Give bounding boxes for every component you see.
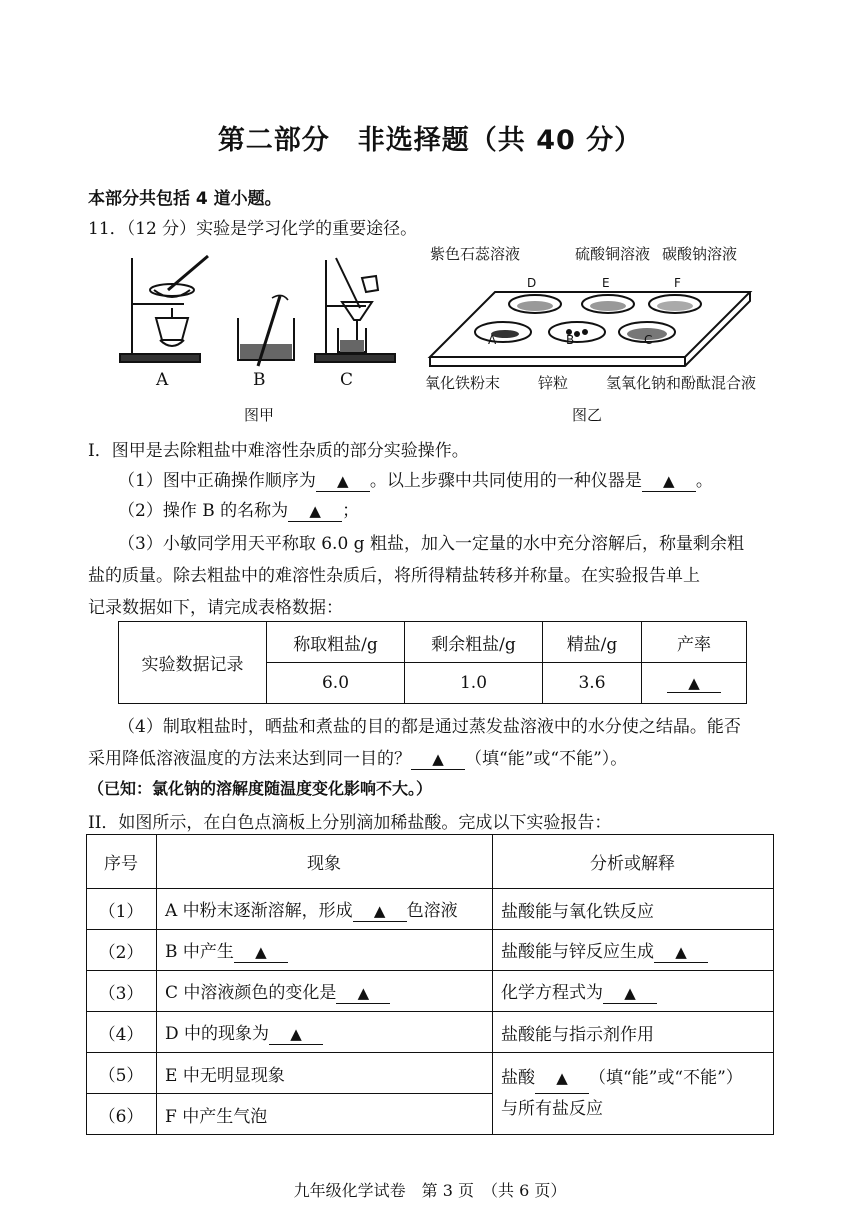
table-row: （6） F 中产生气泡 — [87, 1094, 774, 1135]
header-crude-salt: 称取粗盐/g — [267, 622, 405, 663]
page-footer: 九年级化学试卷 第 3 页 （共 6 页） — [293, 1181, 567, 1200]
label-sodium-carbonate: 碳酸钠溶液 — [662, 245, 738, 263]
table-row: （3） C 中溶液颜色的变化是 ▲ 化学方程式为 ▲ — [87, 971, 774, 1012]
figure-jia-label-a: A — [156, 370, 169, 390]
label-zinc: 锌粒 — [538, 374, 569, 392]
experiment-report-table — [86, 834, 774, 1135]
answer-blank-q1a[interactable]: ▲ — [316, 471, 370, 492]
answer-blank-q2[interactable]: ▲ — [288, 501, 342, 522]
label-copper-sulfate: 硫酸铜溶液 — [575, 245, 651, 263]
figure-jia — [110, 248, 420, 428]
value-crude-salt: 6.0 — [267, 663, 405, 704]
answer-blank-row4[interactable]: ▲ — [269, 1024, 323, 1045]
evaporation-apparatus-a — [120, 256, 208, 362]
label-naoh-phenolphthalein: 氢氧化钠和酚酞混合液 — [606, 374, 757, 392]
part1-q1: （1）图中正确操作顺序为 ▲ 。以上步骤中共同使用的一种仪器是 ▲ 。 — [118, 471, 713, 491]
part1-q2: （2）操作 B 的名称为 ▲ ； — [118, 501, 360, 521]
part1-q3-line3: 记录数据如下，请完成表格数据： — [88, 598, 343, 618]
header-yield: 产率 — [642, 622, 747, 663]
answer-blank-row56[interactable]: ▲ — [535, 1063, 589, 1094]
answer-blank-row2-anal[interactable]: ▲ — [654, 942, 708, 963]
section-title: 第二部分 非选择题（共 40 分） — [217, 125, 643, 156]
answer-blank-row2-phen[interactable]: ▲ — [234, 942, 288, 963]
answer-blank-row3-phen[interactable]: ▲ — [336, 983, 390, 1004]
well-letter-f: F — [674, 276, 681, 290]
answer-blank-row3-anal[interactable]: ▲ — [603, 983, 657, 1004]
answer-blank-row1[interactable]: ▲ — [353, 901, 407, 922]
table-row: （1） A 中粉末逐渐溶解，形成 ▲ 色溶液 盐酸能与氧化铁反应 — [87, 889, 774, 930]
part1-q3-line1: （3）小敏同学用天平称取 6.0 g 粗盐，加入一定量的水中充分溶解后，称量剩余粗 — [118, 534, 744, 554]
filtration-apparatus-c — [315, 258, 395, 362]
figure-jia-label-c: C — [340, 370, 354, 390]
figure-jia-caption: 图甲 — [244, 406, 275, 424]
table-row: （4） D 中的现象为 ▲ 盐酸能与指示剂作用 — [87, 1012, 774, 1053]
value-remaining-salt: 1.0 — [405, 663, 543, 704]
table-row: （5） E 中无明显现象 盐酸 ▲ （填“能”或“不能”） 与所有盐反应 — [87, 1053, 774, 1094]
header-no: 序号 — [87, 835, 157, 889]
well-letter-a: A — [488, 333, 497, 347]
section-intro: 本部分共包括 4 道小题。 — [88, 189, 282, 209]
question-11-stem: 11．（12 分）实验是学习化学的重要途径。 — [88, 219, 418, 239]
well-letter-e: E — [602, 276, 610, 290]
answer-blank-q1b[interactable]: ▲ — [642, 471, 696, 492]
well-letter-c: C — [644, 333, 653, 347]
part1-note: （已知：氯化钠的溶解度随温度变化影响不大。） — [88, 779, 433, 798]
data-record-table — [118, 621, 747, 704]
table-row: （2） B 中产生 ▲ 盐酸能与锌反应生成 ▲ — [87, 930, 774, 971]
figure-yi-caption: 图乙 — [572, 406, 603, 424]
figure-yi-spot-plate — [425, 262, 755, 372]
answer-blank-q4[interactable]: ▲ — [411, 749, 465, 770]
part1-q3-line2: 盐的质量。除去粗盐中的难溶性杂质后，将所得精盐转移并称量。在实验报告单上 — [88, 566, 700, 586]
part1-q4-line1: （4）制取粗盐时，晒盐和煮盐的目的都是通过蒸发盐溶液中的水分使之结晶。能否 — [118, 717, 741, 737]
value-yield-blank[interactable]: ▲ — [642, 663, 747, 704]
label-litmus: 紫色石蕊溶液 — [430, 245, 521, 263]
beaker-b — [238, 295, 294, 366]
value-refined-salt: 3.6 — [543, 663, 642, 704]
header-phenomenon: 现象 — [157, 835, 493, 889]
merged-analysis-cell: 盐酸 ▲ （填“能”或“不能”） 与所有盐反应 — [493, 1053, 774, 1135]
well-letter-d: D — [527, 276, 537, 290]
row-label: 实验数据记录 — [119, 622, 267, 704]
well-letter-b: B — [566, 333, 575, 347]
figure-jia-label-b: B — [253, 370, 266, 390]
header-refined-salt: 精盐/g — [543, 622, 642, 663]
label-iron-oxide: 氧化铁粉末 — [425, 374, 501, 392]
part2-heading: II．如图所示，在白色点滴板上分别滴加稀盐酸。完成以下实验报告： — [88, 813, 612, 833]
header-analysis: 分析或解释 — [493, 835, 774, 889]
part1-q4-line2: 采用降低溶液温度的方法来达到同一目的？ ▲ （填“能”或“不能”）。 — [88, 749, 628, 769]
part1-heading: I．图甲是去除粗盐中难溶性杂质的部分实验操作。 — [88, 441, 469, 461]
header-remaining-salt: 剩余粗盐/g — [405, 622, 543, 663]
